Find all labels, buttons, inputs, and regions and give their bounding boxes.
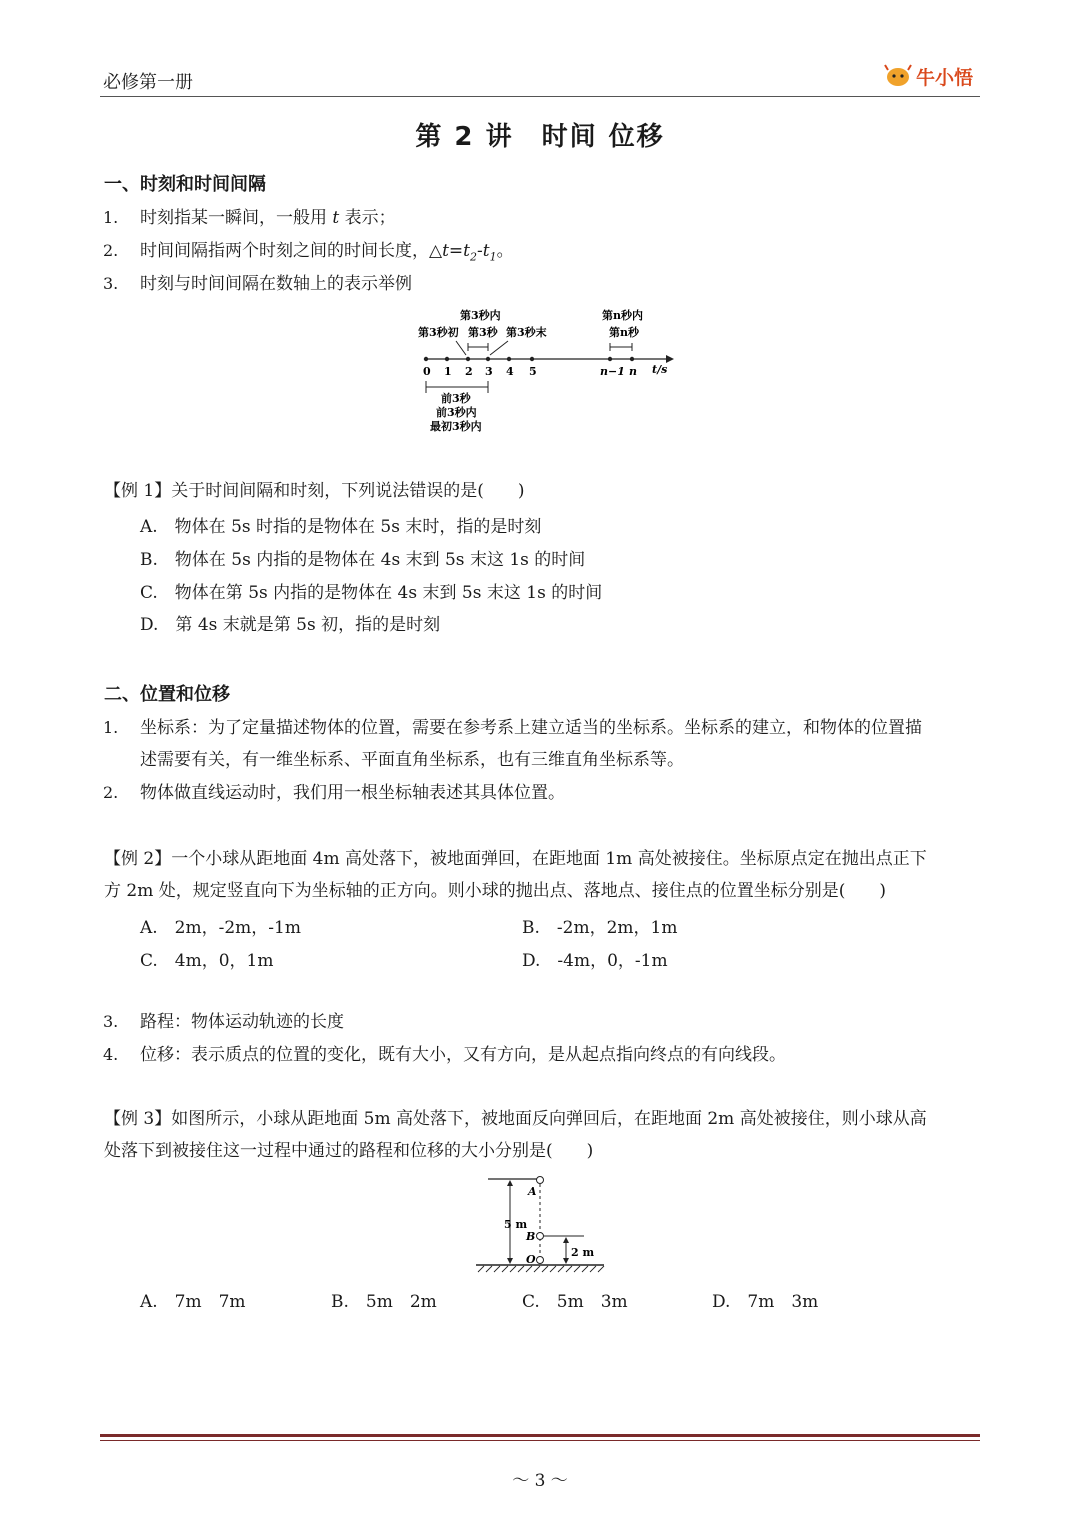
item-number: 1. [103, 208, 119, 227]
tick-label: 1 [444, 365, 452, 378]
axis-annotation: 第3秒末 [506, 326, 547, 339]
axis-annotation: 第3秒内 [460, 309, 501, 322]
ground-hatch [478, 1266, 604, 1272]
option: B. -2m，2m，1m [522, 918, 678, 938]
example-2-line: 方 2m 处，规定竖直向下为坐标轴的正方向。则小球的抛出点、落地点、接住点的位置坐标分别是( ) [104, 881, 887, 901]
footer-divider [100, 1440, 980, 1441]
tick-label: 3 [485, 365, 493, 378]
tick-label: 2 [465, 365, 473, 378]
option: A. 2m，-2m，-1m [140, 918, 301, 938]
item-number: 3. [103, 1012, 119, 1031]
item-text: 时间间隔指两个时刻之间的时间长度，$\triangle t=t_2-t_1$。 [140, 241, 514, 264]
axis-annotation: 第n秒 [609, 326, 639, 339]
tick-label: 4 [506, 365, 514, 378]
axis-annotation: 第3秒初 [418, 326, 459, 339]
item-number: 2. [103, 783, 119, 802]
item-number: 2. [103, 241, 119, 260]
option: D. -4m，0，-1m [522, 951, 668, 971]
tick-label: n [629, 365, 637, 378]
option: A. 物体在 5s 时指的是物体在 5s 末时，指的是时刻 [140, 517, 542, 537]
point-label: A [528, 1185, 537, 1198]
point-label: O [526, 1253, 536, 1266]
option: A. 7m 7m [140, 1292, 246, 1312]
item-text: 位移：表示质点的位置的变化，既有大小，又有方向，是从起点指向终点的有向线段。 [140, 1045, 786, 1065]
footer-divider [100, 1434, 980, 1437]
height-label: 5 m [504, 1218, 528, 1231]
tick-label: n−1 [600, 365, 625, 378]
axis-annotation: 前3秒 [441, 392, 471, 405]
item-text: 坐标系：为了定量描述物体的位置，需要在参考系上建立适当的坐标系。坐标系的建立，和物体的位置描 [140, 718, 922, 738]
ball-A [537, 1177, 544, 1184]
option: B. 物体在 5s 内指的是物体在 4s 末到 5s 末这 1s 的时间 [140, 550, 586, 570]
item-text: 物体做直线运动时，我们用一根坐标轴表述其具体位置。 [140, 783, 565, 803]
option: D. 第 4s 末就是第 5s 初，指的是时刻 [140, 615, 441, 635]
header-divider [100, 96, 980, 97]
tick-label: 0 [423, 365, 431, 378]
ball-O [537, 1257, 544, 1264]
book-volume: 必修第一册 [103, 72, 193, 93]
tick-label: 5 [529, 365, 537, 378]
option: C. 5m 3m [522, 1292, 628, 1312]
page-number: ～ 3 ～ [512, 1471, 568, 1491]
ball-B [537, 1233, 544, 1240]
page-title: 第 2 讲 时间 位移 [415, 122, 665, 152]
item-text: 时刻与时间间隔在数轴上的表示举例 [140, 274, 412, 294]
delta-t-formula: $t=t_2-t_1$ [442, 241, 497, 264]
axis-annotation: 前3秒内 [436, 406, 477, 419]
item-number: 4. [103, 1045, 119, 1064]
section-heading-1: 一、时刻和时间间隔 [104, 174, 266, 195]
example-3-line: 【例 3】如图所示，小球从距地面 5m 高处落下，被地面反向弹回后，在距地面 2m 高处被接住，则小球从高 [104, 1109, 927, 1129]
item-text: 时刻指某一瞬间，一般用 t 表示； [140, 208, 396, 228]
example-2-line: 【例 2】一个小球从距地面 4m 高处落下，被地面弹回，在距地面 1m 高处被接住。坐标原点定在抛出点正下 [104, 849, 927, 869]
axis-annotation: 第3秒 [468, 326, 498, 339]
height-label: 2 m [571, 1246, 595, 1259]
section-heading-2: 二、位置和位移 [104, 684, 230, 705]
option: C. 物体在第 5s 内指的是物体在 4s 末到 5s 末这 1s 的时间 [140, 583, 603, 603]
point-label: B [526, 1230, 536, 1243]
example-1-stem: 【例 1】关于时间间隔和时刻，下列说法错误的是( ) [104, 481, 525, 501]
option: C. 4m，0，1m [140, 951, 274, 971]
item-text: 路程：物体运动轨迹的长度 [140, 1012, 344, 1032]
item-number: 1. [103, 718, 119, 737]
ball-fall-figure [472, 1170, 612, 1278]
option: D. 7m 3m [712, 1292, 819, 1312]
axis-arrow [666, 355, 674, 363]
axis-annotation: 第n秒内 [602, 309, 643, 322]
example-3-line: 处落下到被接住这一过程中通过的路程和位移的大小分别是( ) [104, 1141, 594, 1161]
pointer-line [456, 341, 466, 355]
tick-label: t/s [652, 363, 668, 376]
item-number: 3. [103, 274, 119, 293]
axis-annotation: 最初3秒内 [430, 420, 482, 433]
time-axis-figure [410, 305, 680, 435]
pointer-line [490, 341, 508, 355]
option: B. 5m 2m [331, 1292, 437, 1312]
brand-name: 牛小悟 [916, 67, 974, 89]
item-text: 述需要有关，有一维坐标系、平面直角坐标系，也有三维直角坐标系等。 [140, 750, 684, 770]
